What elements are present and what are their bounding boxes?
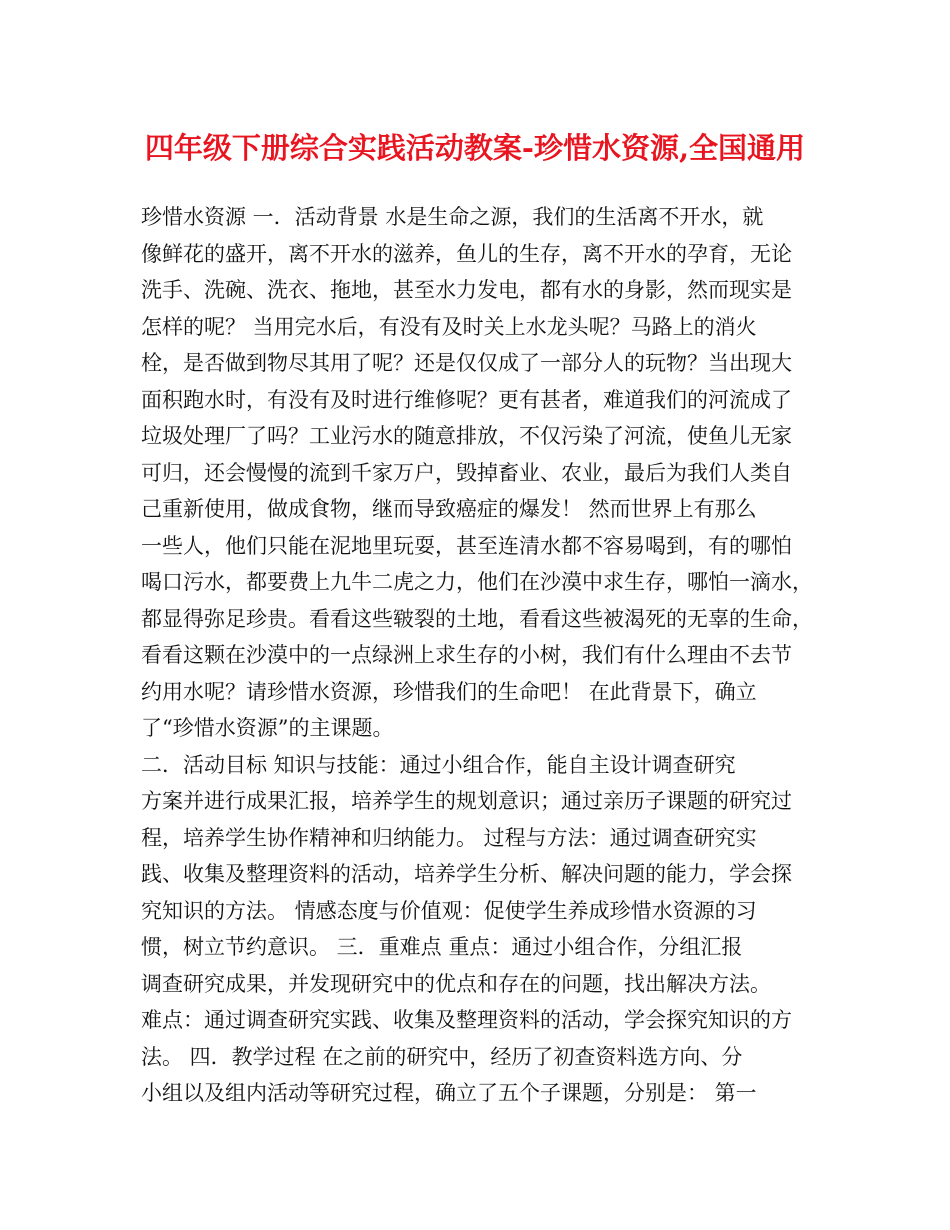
body-line: 小组以及组内活动等研究过程，确立了五个子课题，分别是： 第一: [141, 1081, 757, 1105]
body-line: 方案并进行成果汇报，培养学生的规划意识；通过亲历子课题的研究过: [141, 789, 792, 813]
body-line: 践、收集及整理资料的活动，培养学生分析、解决问题的能力，学会探: [141, 862, 792, 886]
body-line: 程，培养学生协作精神和归纳能力。 过程与方法：通过调查研究实: [141, 825, 757, 850]
body-line: 喝口污水，都要费上九牛二虎之力，他们在沙漠中求生存，哪怕一滴水，: [141, 570, 813, 594]
body-line: 栓，是否做到物尽其用了呢？还是仅仅成了一部分人的玩物？当出现大: [141, 351, 792, 375]
document-title: 四年级下册综合实践活动教案-珍惜水资源,全国通用: [144, 131, 806, 165]
body-line: 惯，树立节约意识。 三．重难点 重点：通过小组合作，分组汇报: [141, 935, 743, 959]
body-line: 了“珍惜水资源”的主课题。: [141, 716, 394, 740]
body-line: 可归，还会慢慢的流到千家万户，毁掉畜业、农业，最后为我们人类自: [141, 460, 792, 485]
body-line: 一些人，他们只能在泥地里玩耍，甚至连清水都不容易喝到，有的哪怕: [141, 533, 792, 558]
body-line: 像鲜花的盛开，离不开水的滋养，鱼儿的生存，离不开水的孕育，无论: [141, 241, 792, 266]
body-line: 约用水呢？请珍惜水资源，珍惜我们的生命吧！ 在此背景下，确立: [141, 679, 757, 704]
body-line: 法。 四．教学过程 在之前的研究中，经历了初查资料选方向、分: [141, 1044, 743, 1069]
body-line: 己重新使用，做成食物，继而导致癌症的爆发！ 然而世界上有那么: [141, 497, 757, 521]
body-line: 难点：通过调查研究实践、收集及整理资料的活动，学会探究知识的方: [141, 1008, 792, 1032]
body-line: 珍惜水资源 一．活动背景 水是生命之源，我们的生活离不开水，就: [141, 205, 764, 229]
body-line: 垃圾处理厂了吗？工业污水的随意排放，不仅污染了河流，使鱼儿无家: [141, 424, 792, 448]
body-line: 究知识的方法。 情感态度与价值观：促使学生养成珍惜水资源的习: [141, 898, 757, 923]
document-body: [141, 199, 821, 1112]
body-line: 看看这颗在沙漠中的一点绿洲上求生存的小树，我们有什么理由不去节: [141, 643, 792, 667]
body-line: 二．活动目标 知识与技能：通过小组合作，能自主设计调查研究: [141, 752, 736, 777]
body-line: 都显得弥足珍贵。看看这些皲裂的土地，看看这些被渴死的无辜的生命，: [141, 606, 813, 631]
body-line: 调查研究成果，并发现研究中的优点和存在的问题，找出解决方法。: [141, 971, 771, 996]
body-line: 面积跑水时，有没有及时进行维修呢？更有甚者，难道我们的河流成了: [141, 387, 792, 412]
body-line: 洗手、洗碗、洗衣、拖地，甚至水力发电，都有水的身影，然而现实是: [141, 278, 792, 302]
body-line: 怎样的呢？ 当用完水后，有没有及时关上水龙头呢？马路上的消火: [141, 314, 757, 339]
